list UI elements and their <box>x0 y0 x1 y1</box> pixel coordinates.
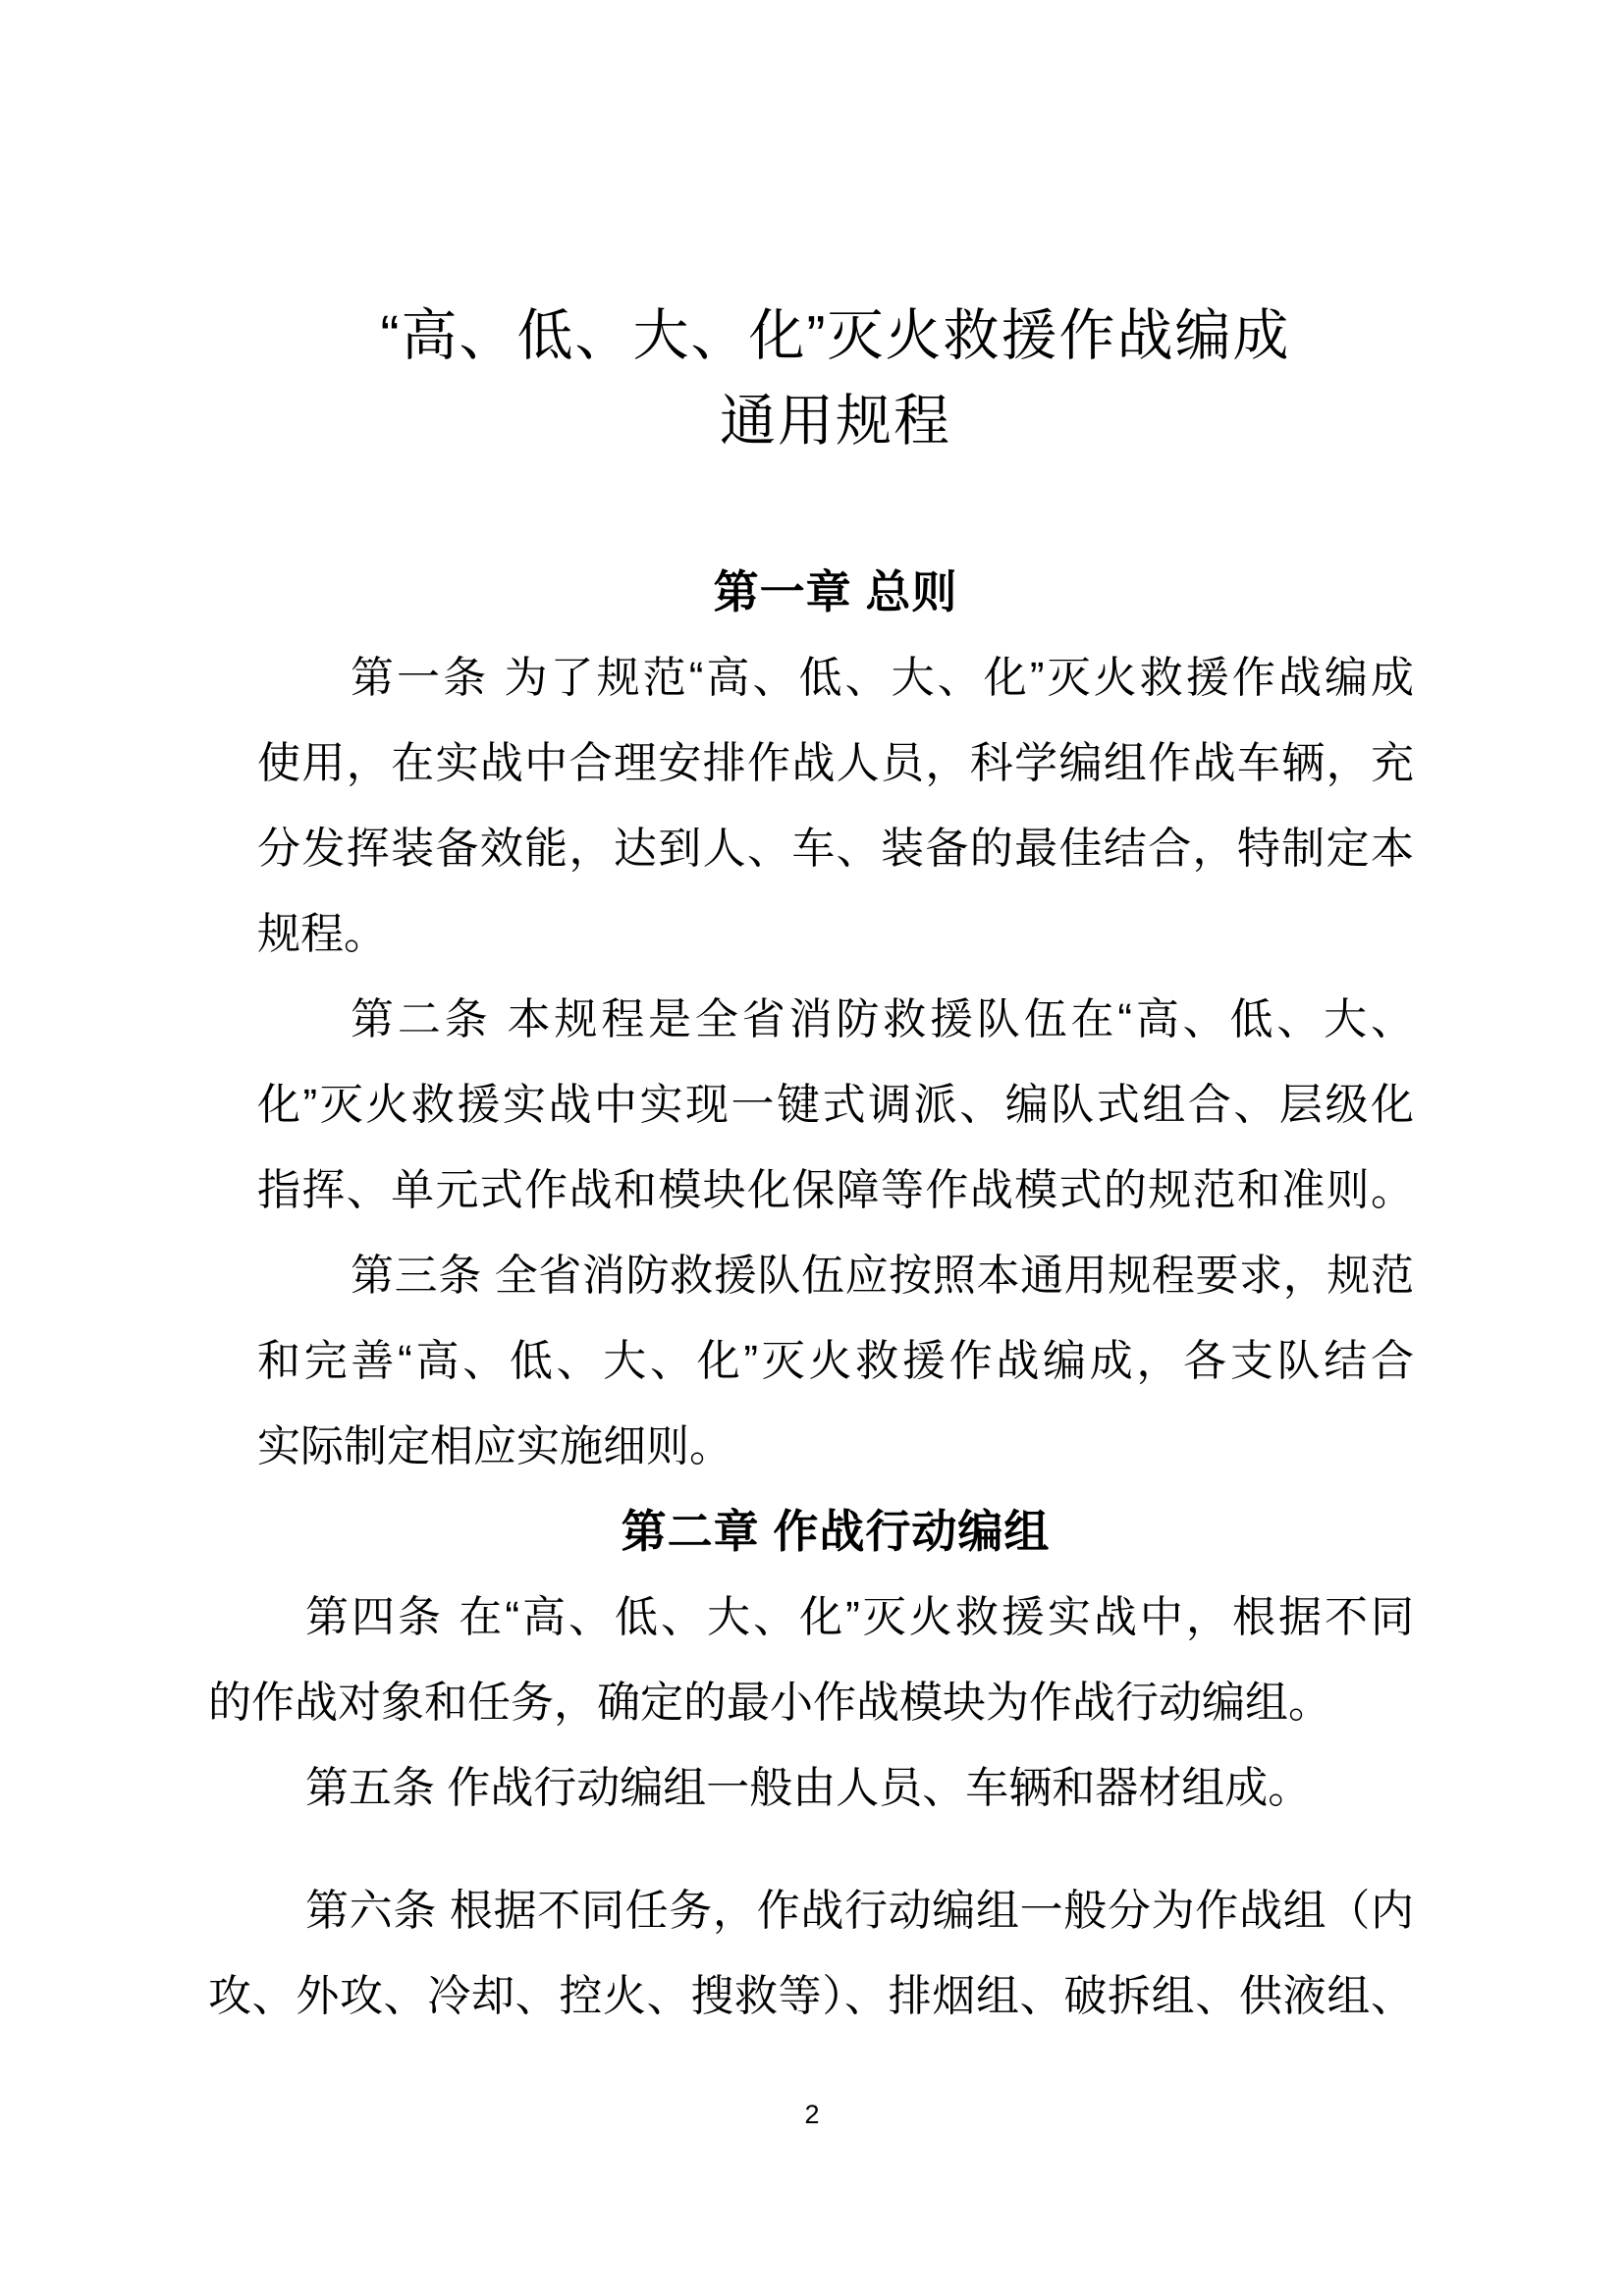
paragraph-2-line: 第二条 本规程是全省消防救援队伍在“高、低、大、 <box>351 995 1414 1043</box>
title-line-1: “高、低、大、化”灭火救援作战编成 <box>380 304 1291 367</box>
page-number: 2 <box>804 2100 820 2129</box>
paragraph-1-line: 分发挥装备效能，达到人、车、装备的最佳结合，特制定本 <box>257 825 1414 873</box>
paragraph-4-line: 的作战对象和任务，确定的最小作战模块为作战行动编组。 <box>208 1679 1331 1727</box>
paragraph-3-line: 和完善“高、低、大、化”灭火救援作战编成，各支队结合 <box>257 1337 1414 1385</box>
chapter-1-heading: 第一章 总则 <box>713 566 958 617</box>
chapter-1-body <box>257 635 1414 1489</box>
paragraph-2-line: 化”灭火救援实战中实现一键式调派、编队式组合、层级化 <box>257 1081 1414 1129</box>
chapter-2-heading: 第二章 作战行动编组 <box>621 1506 1051 1557</box>
paragraph-3-line: 第三条 全省消防救援队伍应按照本通用规程要求，规范 <box>351 1252 1414 1300</box>
paragraph-1-line: 第一条 为了规范“高、低、大、化”灭火救援作战编成 <box>351 654 1414 702</box>
paragraph-3-line: 实际制定相应实施细则。 <box>257 1422 732 1470</box>
paragraph-6-line: 攻、外攻、冷却、控火、搜救等）、排烟组、破拆组、供液组、 <box>208 1972 1414 2020</box>
chapter-2-body <box>208 1575 1414 2039</box>
paragraph-4-line: 第四条 在“高、低、大、化”灭火救援实战中，根据不同 <box>305 1593 1414 1641</box>
paragraph-2-line: 指挥、单元式作战和模块化保障等作战模式的规范和准则。 <box>257 1166 1414 1214</box>
paragraph-1-line: 使用，在实战中合理安排作战人员，科学编组作战车辆，充 <box>257 739 1414 787</box>
paragraph-1-line: 规程。 <box>257 910 387 958</box>
paragraph-6-line: 第六条 根据不同任务，作战行动编组一般分为作战组（内 <box>305 1887 1414 1935</box>
document-title <box>257 0 1414 464</box>
title-line-2: 通用规程 <box>720 390 951 453</box>
paragraph-5-line: 第五条 作战行动编组一般由人员、车辆和器材组成。 <box>305 1764 1312 1812</box>
